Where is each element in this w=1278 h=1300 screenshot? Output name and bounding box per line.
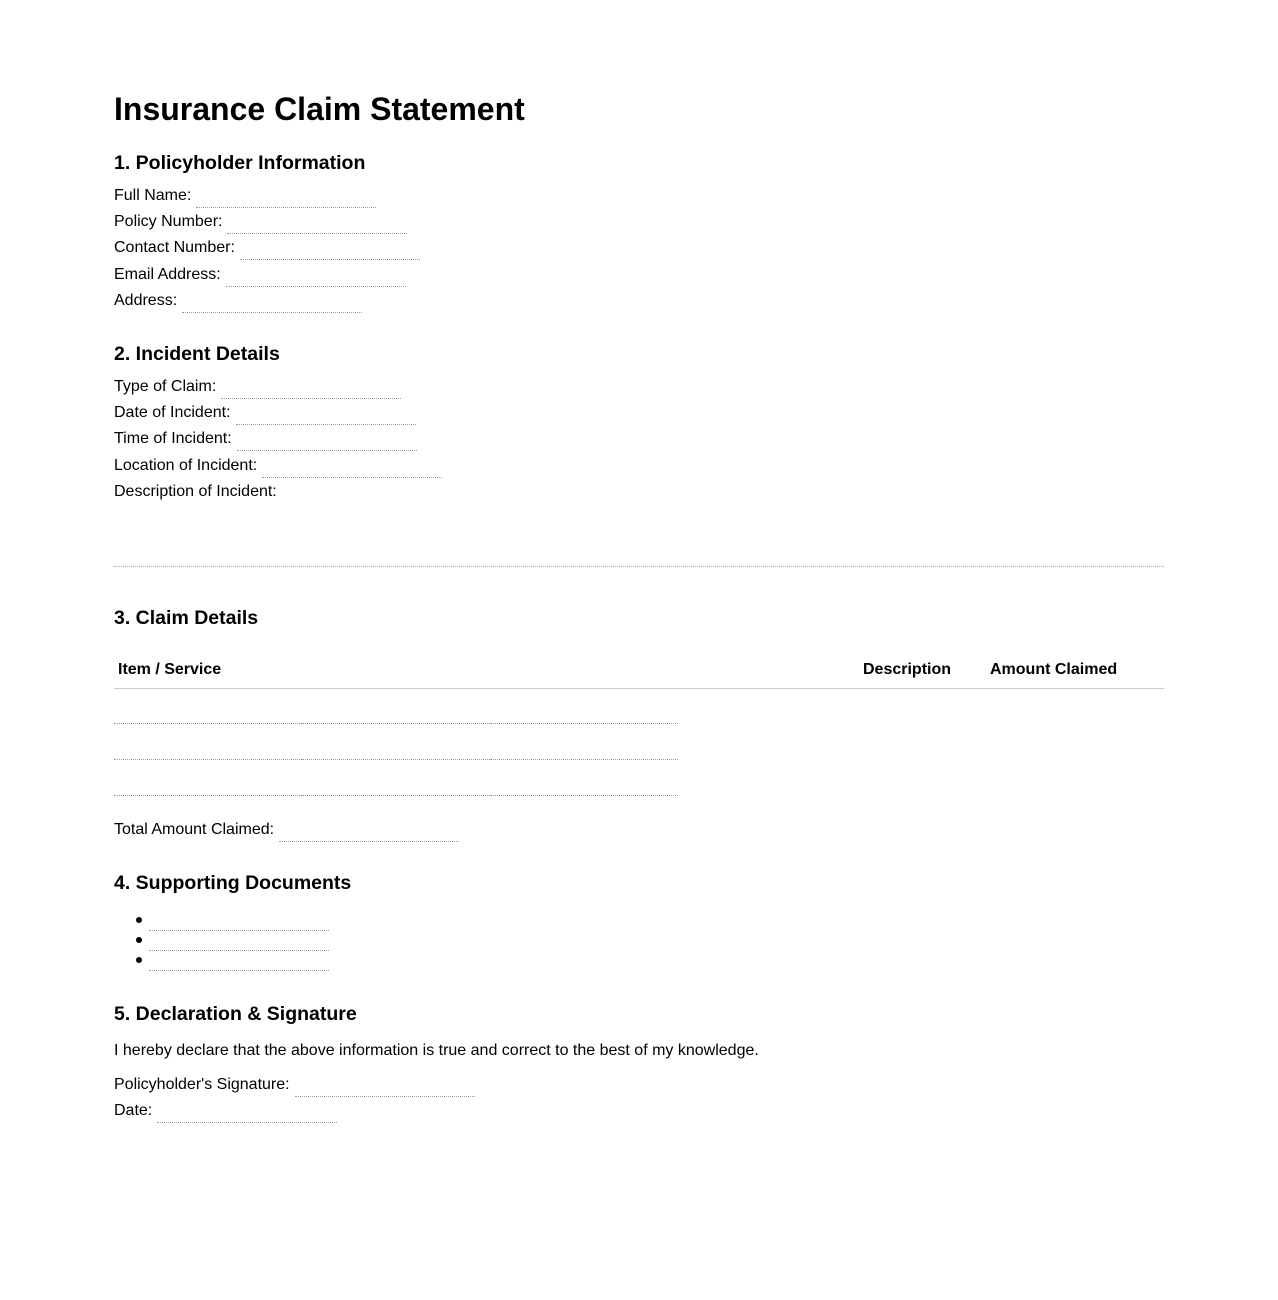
- field-label: Address:: [114, 292, 178, 309]
- column-header-amount: Amount Claimed: [990, 661, 1118, 678]
- location-of-incident-input[interactable]: [262, 455, 442, 478]
- section-heading-documents: 4. Supporting Documents: [114, 872, 352, 894]
- column-header-description: Description: [863, 661, 952, 678]
- full-name-input[interactable]: [196, 185, 376, 208]
- policy-number-input[interactable]: [227, 211, 407, 234]
- item-cell[interactable]: [114, 759, 302, 760]
- description-cell[interactable]: [302, 723, 490, 724]
- field-address: [114, 290, 362, 316]
- field-full-name: [114, 185, 376, 211]
- field-label: Total Amount Claimed:: [114, 821, 275, 838]
- column-header-item: Item / Service: [118, 661, 222, 678]
- field-type-of-claim: [114, 376, 401, 402]
- amount-cell[interactable]: [490, 795, 678, 796]
- field-label: Description of Incident:: [114, 483, 277, 500]
- field-description-of-incident: [114, 481, 277, 507]
- page-title: Insurance Claim Statement: [114, 91, 525, 127]
- signature-input[interactable]: [295, 1074, 475, 1097]
- claim-table-header: [114, 656, 1164, 689]
- description-cell[interactable]: [302, 759, 490, 760]
- field-label: Policyholder's Signature:: [114, 1076, 290, 1093]
- field-label: Type of Claim:: [114, 378, 217, 395]
- contact-number-input[interactable]: [240, 237, 420, 260]
- field-signature: [114, 1074, 475, 1100]
- field-email-address: [114, 264, 406, 290]
- field-contact-number: [114, 237, 420, 263]
- type-of-claim-input[interactable]: [221, 376, 401, 399]
- field-total-amount: [114, 819, 459, 845]
- document-input[interactable]: [149, 948, 329, 971]
- description-of-incident-input[interactable]: [114, 566, 1164, 567]
- item-cell[interactable]: [114, 795, 302, 796]
- field-label: Date:: [114, 1102, 153, 1119]
- bullet-icon: [136, 937, 142, 943]
- table-row: [114, 795, 678, 796]
- item-cell[interactable]: [114, 723, 302, 724]
- section-heading-claim: 3. Claim Details: [114, 607, 259, 629]
- field-date-of-incident: [114, 402, 416, 428]
- field-label: Location of Incident:: [114, 457, 258, 474]
- amount-cell[interactable]: [490, 759, 678, 760]
- field-label: Date of Incident:: [114, 404, 231, 421]
- field-date: [114, 1100, 337, 1126]
- amount-cell[interactable]: [490, 723, 678, 724]
- field-location-of-incident: [114, 455, 442, 481]
- address-input[interactable]: [182, 290, 362, 313]
- time-of-incident-input[interactable]: [237, 428, 417, 451]
- date-of-incident-input[interactable]: [236, 402, 416, 425]
- field-label: Time of Incident:: [114, 430, 232, 447]
- section-heading-policyholder: 1. Policyholder Information: [114, 152, 366, 174]
- description-cell[interactable]: [302, 795, 490, 796]
- field-label: Email Address:: [114, 266, 221, 283]
- field-label: Policy Number:: [114, 213, 223, 230]
- field-time-of-incident: [114, 428, 417, 454]
- section-heading-declaration: 5. Declaration & Signature: [114, 1003, 357, 1025]
- date-input[interactable]: [157, 1100, 337, 1123]
- field-label: Full Name:: [114, 187, 192, 204]
- bullet-icon: [136, 917, 142, 923]
- declaration-statement: I hereby declare that the above information is true and correct to the best of my knowledge.: [114, 1042, 759, 1059]
- table-row: [114, 759, 678, 760]
- email-address-input[interactable]: [226, 264, 406, 287]
- section-heading-incident: 2. Incident Details: [114, 343, 280, 365]
- field-policy-number: [114, 211, 407, 237]
- bullet-icon: [136, 957, 142, 963]
- total-amount-input[interactable]: [279, 819, 459, 842]
- table-row: [114, 723, 678, 724]
- field-label: Contact Number:: [114, 239, 235, 256]
